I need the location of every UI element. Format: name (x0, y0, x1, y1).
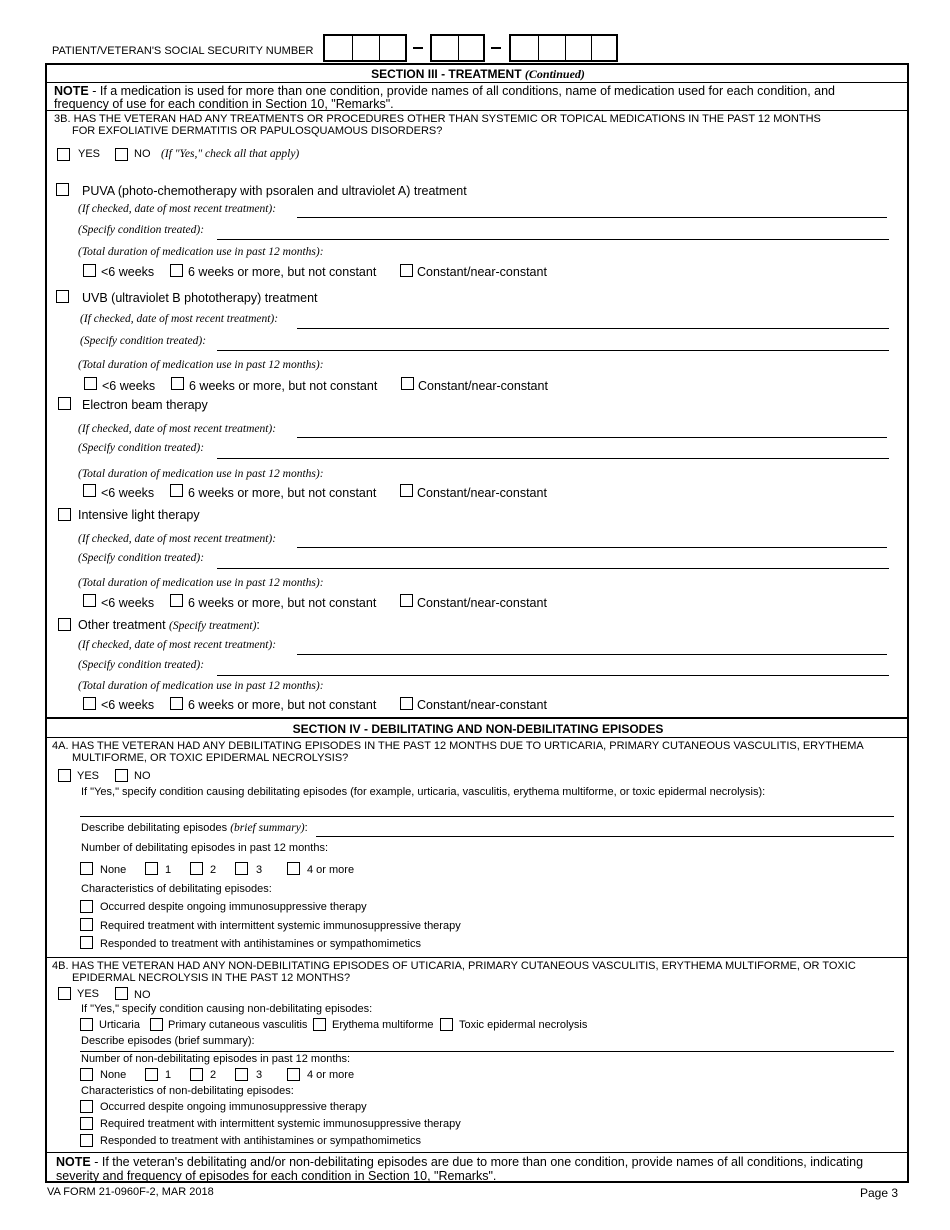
other-date-field[interactable] (297, 654, 887, 655)
q4a-3-checkbox[interactable] (235, 862, 248, 875)
other-lt6-checkbox[interactable] (83, 697, 96, 710)
light-const-label: Constant/near-constant (417, 596, 547, 610)
other-const-checkbox[interactable] (400, 697, 413, 710)
other-lt6-label: <6 weeks (101, 698, 155, 712)
puva-label: PUVA (photo-chemotherapy with psoralen and ultraviolet A) treatment (82, 184, 467, 198)
uvb-date-label: (If checked, date of most recent treatment): (80, 313, 279, 325)
q4b-no-label: NO (134, 989, 151, 1001)
uvb-checkbox[interactable] (56, 290, 69, 303)
uvb-lt6-checkbox[interactable] (84, 377, 97, 390)
light-const-checkbox[interactable] (400, 594, 413, 607)
other-6plus-checkbox[interactable] (170, 697, 183, 710)
ssn-area-field[interactable] (323, 34, 407, 62)
q4a-4plus-label: 4 or more (307, 864, 355, 876)
puva-condition-field[interactable] (217, 239, 889, 240)
ebeam-6plus-label: 6 weeks or more, but not constant (188, 486, 377, 500)
light-condition-field[interactable] (217, 568, 889, 569)
uvb-const-checkbox[interactable] (401, 377, 414, 390)
ssn-serial-field[interactable] (509, 34, 618, 62)
q4a-2-label: 2 (210, 864, 217, 876)
light-label: Intensive light therapy (78, 508, 200, 522)
q4b-cond4-checkbox[interactable] (440, 1018, 453, 1031)
q4a-none-label: None (100, 864, 127, 876)
q4a-no-label: NO (134, 770, 151, 782)
ebeam-lt6-checkbox[interactable] (83, 484, 96, 497)
q4b-char1-label: Occurred despite ongoing immunosuppressive therapy (100, 1101, 367, 1113)
q4b-2-label: 2 (210, 1069, 217, 1081)
ebeam-checkbox[interactable] (58, 397, 71, 410)
light-date-label: (If checked, date of most recent treatment): (78, 533, 277, 545)
page-number: Page 3 (860, 1186, 899, 1200)
section3-note: NOTE - If a medication is used for more than one condition, provide names of all conditions, name of medication used for each condition, and (54, 84, 835, 98)
q4a-4plus-checkbox[interactable] (287, 862, 300, 875)
q4b-char3-checkbox[interactable] (80, 1134, 93, 1147)
q4b-2-checkbox[interactable] (190, 1068, 203, 1081)
q4b-1-checkbox[interactable] (145, 1068, 158, 1081)
q4a-text: 4A. HAS THE VETERAN HAD ANY DEBILITATING EPISODES IN THE PAST 12 MONTHS DUE TO URTICARIA, PRIMARY CUTANEOUS VASCULITIS, ERYTHEMA (52, 740, 864, 752)
puva-lt6-checkbox[interactable] (83, 264, 96, 277)
q3b-text-line2: FOR EXFOLIATIVE DERMATITIS OR PAPULOSQUAMOUS DISORDERS? (72, 125, 443, 137)
puva-date-field[interactable] (297, 217, 887, 218)
ssn-dash-1 (413, 47, 423, 49)
section4-note: NOTE - If the veteran's debilitating and/or non-debilitating episodes are due to more than one condition, provide names of all conditions, indicating (56, 1155, 864, 1169)
puva-date-label: (If checked, date of most recent treatment): (78, 203, 277, 215)
q4a-chars-label: Characteristics of debilitating episodes: (81, 883, 272, 895)
other-duration-label: (Total duration of medication use in past 12 months): (78, 680, 324, 692)
ebeam-6plus-checkbox[interactable] (170, 484, 183, 497)
q4a-condition-field[interactable] (80, 816, 894, 817)
q4b-none-checkbox[interactable] (80, 1068, 93, 1081)
q4b-cond1-checkbox[interactable] (80, 1018, 93, 1031)
q4b-char2-label: Required treatment with intermittent systemic immunosuppressive therapy (100, 1118, 461, 1130)
ebeam-const-checkbox[interactable] (400, 484, 413, 497)
light-date-field[interactable] (297, 547, 887, 548)
q4b-3-label: 3 (256, 1069, 263, 1081)
q4b-cond3-label: Erythema multiforme (332, 1019, 434, 1031)
ebeam-date-field[interactable] (297, 437, 887, 438)
light-lt6-checkbox[interactable] (83, 594, 96, 607)
q4b-describe-field[interactable] (80, 1051, 894, 1052)
q4b-yes-checkbox[interactable] (58, 987, 71, 1000)
q4b-yes-label: YES (77, 988, 100, 1000)
puva-duration-label: (Total duration of medication use in past 12 months): (78, 246, 324, 258)
uvb-6plus-label: 6 weeks or more, but not constant (189, 379, 378, 393)
other-6plus-label: 6 weeks or more, but not constant (188, 698, 377, 712)
q4a-char2-label: Required treatment with intermittent systemic immunosuppressive therapy (100, 920, 461, 932)
other-date-label: (If checked, date of most recent treatment): (78, 639, 277, 651)
q4a-char1-label: Occurred despite ongoing immunosuppressive therapy (100, 901, 367, 913)
form-id: VA FORM 21-0960F-2, MAR 2018 (47, 1186, 214, 1198)
q4a-none-checkbox[interactable] (80, 862, 93, 875)
puva-const-checkbox[interactable] (400, 264, 413, 277)
q4b-text-line2: EPIDERMAL NECROLYSIS IN THE PAST 12 MONTHS? (72, 972, 351, 984)
ebeam-condition-label: (Specify condition treated): (78, 442, 205, 454)
q4b-1-label: 1 (165, 1069, 172, 1081)
q3b-no-checkbox[interactable] (115, 148, 128, 161)
other-condition-field[interactable] (217, 675, 889, 676)
q4b-none-label: None (100, 1069, 127, 1081)
uvb-condition-label: (Specify condition treated): (80, 335, 207, 347)
uvb-label: UVB (ultraviolet B phototherapy) treatment (82, 291, 318, 305)
q3b-yes-checkbox[interactable] (57, 148, 70, 161)
q4b-4plus-label: 4 or more (307, 1069, 355, 1081)
q4b-3-checkbox[interactable] (235, 1068, 248, 1081)
ebeam-const-label: Constant/near-constant (417, 486, 547, 500)
uvb-duration-label: (Total duration of medication use in past 12 months): (78, 359, 324, 371)
q4a-char3-label: Responded to treatment with antihistamines or sympathomimetics (100, 938, 421, 950)
light-checkbox[interactable] (58, 508, 71, 521)
other-checkbox[interactable] (58, 618, 71, 631)
q3b-yes-label: YES (78, 148, 101, 160)
other-label: Other treatment (Specify treatment): (78, 618, 260, 632)
q4a-no-checkbox[interactable] (115, 769, 128, 782)
other-const-label: Constant/near-constant (417, 698, 547, 712)
q4b-cond4-label: Toxic epidermal necrolysis (459, 1019, 588, 1031)
uvb-date-field[interactable] (297, 328, 889, 329)
uvb-const-label: Constant/near-constant (418, 379, 548, 393)
q4a-char3-checkbox[interactable] (80, 936, 93, 949)
puva-lt6-label: <6 weeks (101, 265, 155, 279)
light-6plus-checkbox[interactable] (170, 594, 183, 607)
q4a-char2-checkbox[interactable] (80, 918, 93, 931)
q4b-cond2-checkbox[interactable] (150, 1018, 163, 1031)
ebeam-lt6-label: <6 weeks (101, 486, 155, 500)
q3b-no-label: NO (134, 148, 151, 160)
puva-checkbox[interactable] (56, 183, 69, 196)
q4b-cond1-label: Urticaria (99, 1019, 140, 1031)
other-condition-label: (Specify condition treated): (78, 659, 205, 671)
section3-note-line2: frequency of use for each condition in Section 10, "Remarks". (54, 97, 394, 111)
q4a-describe-field[interactable] (316, 836, 894, 837)
uvb-6plus-checkbox[interactable] (171, 377, 184, 390)
q4b-char1-checkbox[interactable] (80, 1100, 93, 1113)
q4a-yes-checkbox[interactable] (58, 769, 71, 782)
q4a-1-label: 1 (165, 864, 172, 876)
q4b-char3-label: Responded to treatment with antihistamines or sympathomimetics (100, 1135, 421, 1147)
ebeam-label: Electron beam therapy (82, 398, 208, 412)
q4b-chars-label: Characteristics of non-debilitating episodes: (81, 1085, 294, 1097)
q4a-if-yes: If "Yes," specify condition causing debilitating episodes (for example, urticaria, vasculitis, erythema multiforme, or toxic epidermal necrolysis): (81, 786, 766, 798)
ebeam-duration-label: (Total duration of medication use in past 12 months): (78, 468, 324, 480)
q4b-describe-label: Describe episodes (brief summary): (81, 1035, 255, 1047)
q4a-2-checkbox[interactable] (190, 862, 203, 875)
light-lt6-label: <6 weeks (101, 596, 155, 610)
ssn-group-field[interactable] (430, 34, 485, 62)
section4-title: SECTION IV - DEBILITATING AND NON-DEBILITATING EPISODES (292, 722, 664, 736)
puva-6plus-label: 6 weeks or more, but not constant (188, 265, 377, 279)
q4b-cond3-checkbox[interactable] (313, 1018, 326, 1031)
ssn-label: PATIENT/VETERAN'S SOCIAL SECURITY NUMBER (52, 45, 314, 57)
q4a-text-line2: MULTIFORME, OR TOXIC EPIDERMAL NECROLYSIS? (72, 752, 349, 764)
ebeam-condition-field[interactable] (217, 458, 889, 459)
section4-note-line2: severity and frequency of episodes for each condition in Section 10, "Remarks". (56, 1169, 497, 1183)
q4a-char1-checkbox[interactable] (80, 900, 93, 913)
q3b-if-yes: (If "Yes," check all that apply) (161, 148, 300, 160)
light-condition-label: (Specify condition treated): (78, 552, 205, 564)
q4b-if-yes: If "Yes," specify condition causing non-debilitating episodes: (81, 1003, 373, 1015)
uvb-condition-field[interactable] (217, 350, 889, 351)
q4a-number-label: Number of debilitating episodes in past 12 months: (81, 842, 329, 854)
uvb-lt6-label: <6 weeks (102, 379, 156, 393)
ebeam-date-label: (If checked, date of most recent treatment): (78, 423, 277, 435)
q4a-describe-label: Describe debilitating episodes (brief summary): (81, 822, 308, 834)
q4b-char2-checkbox[interactable] (80, 1117, 93, 1130)
q4b-no-checkbox[interactable] (115, 987, 128, 1000)
q4b-text: 4B. HAS THE VETERAN HAD ANY NON-DEBILITATING EPISODES OF UTICARIA, PRIMARY CUTANEOUS VASCULITIS, ERYTHEMA MULTIFORME, OR TOXIC (52, 960, 856, 972)
section3-title: SECTION III - TREATMENT (Continued) (371, 67, 585, 81)
puva-const-label: Constant/near-constant (417, 265, 547, 279)
puva-condition-label: (Specify condition treated): (78, 224, 205, 236)
q4a-3-label: 3 (256, 864, 263, 876)
q4b-cond2-label: Primary cutaneous vasculitis (168, 1019, 308, 1031)
q4a-yes-label: YES (77, 770, 100, 782)
q3b-text: 3B. HAS THE VETERAN HAD ANY TREATMENTS OR PROCEDURES OTHER THAN SYSTEMIC OR TOPICAL MEDICATIONS IN THE PAST 12 MONTHS (54, 113, 821, 125)
light-duration-label: (Total duration of medication use in past 12 months): (78, 577, 324, 589)
q4b-number-label: Number of non-debilitating episodes in past 12 months: (81, 1053, 351, 1065)
ssn-dash-2 (491, 47, 501, 49)
puva-6plus-checkbox[interactable] (170, 264, 183, 277)
q4a-1-checkbox[interactable] (145, 862, 158, 875)
q4b-4plus-checkbox[interactable] (287, 1068, 300, 1081)
light-6plus-label: 6 weeks or more, but not constant (188, 596, 377, 610)
